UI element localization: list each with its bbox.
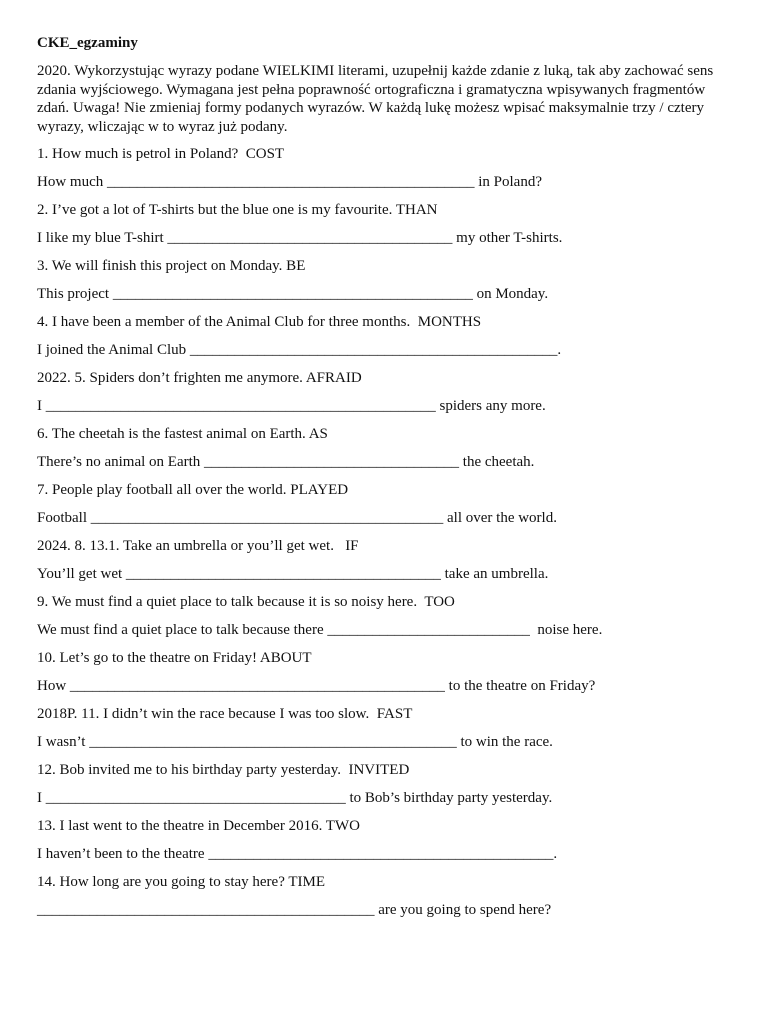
exercise-gap-sentence: How __________________________________________________ to the theatre on Friday? (37, 678, 596, 694)
exercise-prompt: 2022. 5. Spiders don’t frighten me anymore. AFRAID (37, 370, 362, 386)
exercise-gap-sentence: You’ll get wet __________________________________________ take an umbrella. (37, 566, 549, 582)
exercise-prompt: 14. How long are you going to stay here? TIME (37, 874, 325, 890)
exercise-prompt: 6. The cheetah is the fastest animal on Earth. AS (37, 426, 328, 442)
exercise-gap-sentence: There’s no animal on Earth __________________________________ the cheetah. (37, 454, 535, 470)
exercise-list (37, 145, 732, 920)
exercise-gap-sentence: We must find a quiet place to talk because there ___________________________ noise here. (37, 622, 603, 638)
exercise-prompt: 2. I’ve got a lot of T-shirts but the blue one is my favourite. THAN (37, 202, 438, 218)
exercise-gap-sentence: How much _________________________________________________ in Poland? (37, 174, 542, 190)
exercise-gap-sentence: I joined the Animal Club _________________________________________________. (37, 342, 562, 358)
instructions-paragraph: 2020. Wykorzystując wyrazy podane WIELKIMI literami, uzupełnij każde zdanie z luką, tak aby zachować sens zdania wyjściowego. Wymagana jest pełna poprawność ortograficzna i gramatyczna wpisywanych fragmentów zdań. Uwaga! Nie zmieniaj formy podanych wyrazów. W każdą lukę możesz wpisać maksymalnie trzy / cztery wyrazy, wliczając w to wyraz już podany. (37, 63, 714, 135)
exercise-gap-sentence: I wasn’t _________________________________________________ to win the race. (37, 734, 553, 750)
exercise-prompt: 2024. 8. 13.1. Take an umbrella or you’ll get wet. IF (37, 538, 359, 554)
exercise-prompt: 1. How much is petrol in Poland? COST (37, 146, 285, 162)
exercise-gap-sentence: _____________________________________________ are you going to spend here? (37, 902, 552, 918)
exercise-prompt: 10. Let’s go to the theatre on Friday! ABOUT (37, 650, 312, 666)
document-title: CKE_egzaminy (37, 35, 138, 51)
exercise-prompt: 4. I have been a member of the Animal Club for three months. MONTHS (37, 314, 482, 330)
exercise-gap-sentence: I haven’t been to the theatre ______________________________________________. (37, 846, 558, 862)
exercise-prompt: 2018P. 11. I didn’t win the race because I was too slow. FAST (37, 706, 413, 722)
exercise-gap-sentence: This project ________________________________________________ on Monday. (37, 286, 549, 302)
exercise-gap-sentence: I ________________________________________ to Bob’s birthday party yesterday. (37, 790, 553, 806)
exercise-gap-sentence: I ____________________________________________________ spiders any more. (37, 398, 546, 414)
exercise-gap-sentence: I like my blue T-shirt ______________________________________ my other T-shirts. (37, 230, 563, 246)
exercise-prompt: 3. We will finish this project on Monday. BE (37, 258, 306, 274)
exercise-prompt: 12. Bob invited me to his birthday party yesterday. INVITED (37, 762, 410, 778)
exercise-prompt: 9. We must find a quiet place to talk because it is so noisy here. TOO (37, 594, 455, 610)
exercise-gap-sentence: Football _______________________________________________ all over the world. (37, 510, 557, 526)
exercise-prompt: 13. I last went to the theatre in December 2016. TWO (37, 818, 360, 834)
exercise-prompt: 7. People play football all over the world. PLAYED (37, 482, 349, 498)
